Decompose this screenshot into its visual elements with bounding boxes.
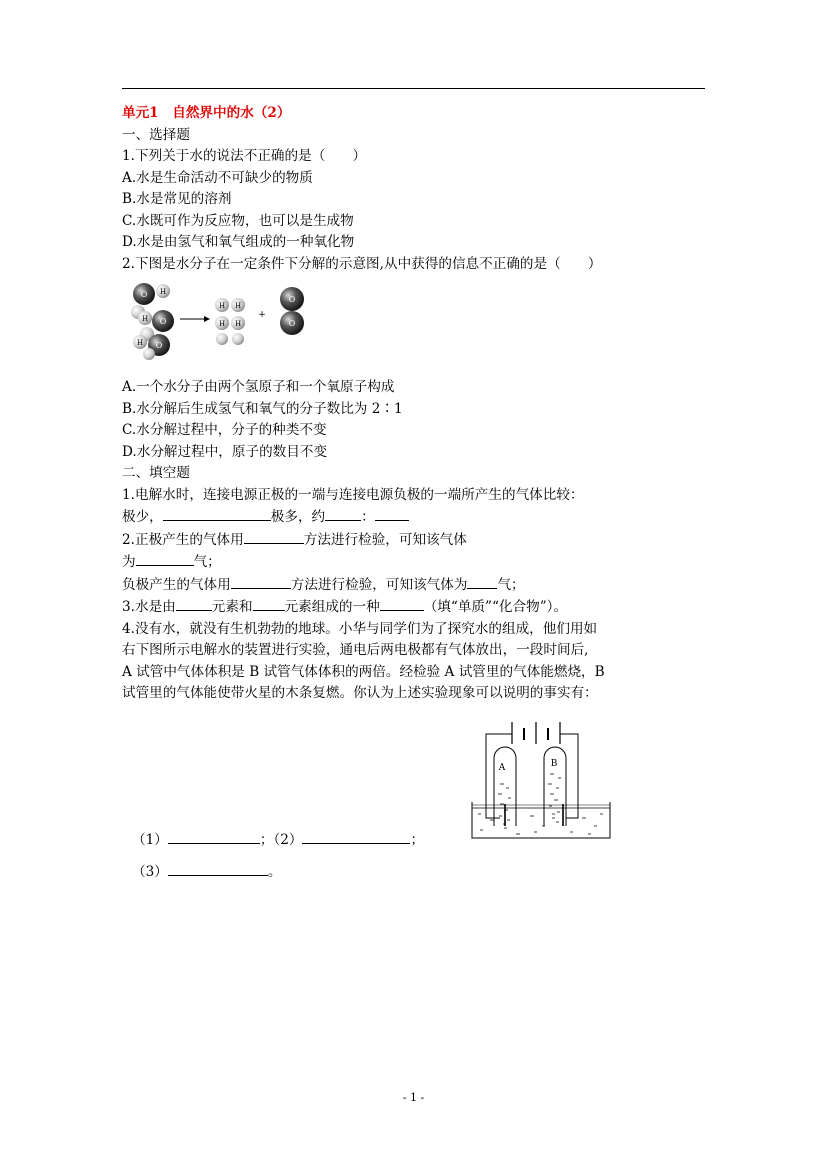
fill-3-blank-2[interactable] [253, 596, 285, 611]
atom-label-o: O [140, 290, 148, 299]
fill-3-text-a: 3.水是由 [122, 599, 176, 615]
atom-label-o: O [288, 319, 296, 328]
question-2-option-b: B.水分解后生成氢气和氧气的分子数比为 2∶1 [122, 400, 403, 417]
fill-1-text-a: 极少， [122, 509, 163, 525]
fill-2-line-2 [122, 551, 712, 574]
answer-3-end: 。 [267, 864, 282, 880]
reaction-arrow [180, 316, 210, 322]
fill-2-blank-2[interactable] [136, 551, 194, 566]
fill-2-line-3 [122, 574, 712, 597]
question-2-stem: 2.下图是水分子在一定条件下分解的示意图,从中获得的信息不正确的是（ ） [122, 255, 602, 272]
atom-label-o: O [155, 341, 163, 350]
answer-2-label: ；（2） [259, 832, 303, 848]
answer-line-2 [132, 860, 281, 880]
fill-2-blank-3[interactable] [231, 574, 291, 589]
question-2-option-d: D.水分解过程中，原子的数目不变 [122, 443, 328, 460]
fill-4-line-1: 4.没有水，就没有生机勃勃的地球。小华与同学们为了探究水的组成，他们用如 [122, 620, 598, 637]
fill-2-text-b: 方法进行检验，可知该气体 [303, 531, 467, 548]
fill-1-blank-1[interactable] [163, 506, 271, 521]
atom-label-h: H [159, 288, 167, 296]
answer-2-blank[interactable] [302, 829, 410, 844]
fill-4-line-4: 试管里的气体能使带火星的木条复燃。你认为上述实验现象可以说明的事实有： [122, 685, 598, 701]
atom-label-h: H [234, 302, 242, 310]
atom-label-h: H [218, 302, 226, 310]
battery-icon [512, 722, 560, 744]
test-tube-a [494, 747, 516, 826]
atom-label-h: H [218, 320, 226, 328]
fill-3-text-b: 元素和 [211, 599, 253, 615]
fill-3-blank-3[interactable] [380, 596, 424, 611]
fill-3-blank-1[interactable] [176, 596, 212, 611]
fill-1-text-c: ： [361, 509, 375, 525]
fill-3-text-c: 元素组成的一种 [284, 599, 380, 615]
page-number: - 1 - [402, 1091, 425, 1104]
fill-2-text-g: 气； [497, 576, 525, 593]
tube-a-label: A [498, 763, 506, 773]
electrolysis-apparatus-diagram [470, 718, 615, 846]
tube-b-label: B [550, 759, 558, 769]
fill-1-blank-3[interactable] [375, 506, 409, 521]
oxygen-molecule [280, 287, 304, 335]
fill-2-blank-1[interactable] [244, 529, 304, 544]
water-decomposition-diagram [122, 281, 712, 373]
section-heading-choice: 一、选择题 [122, 126, 190, 143]
atom-label-o: O [159, 317, 167, 326]
fill-1-blank-2[interactable] [325, 506, 361, 521]
fill-2-text-d: 气； [193, 554, 221, 570]
section-heading-fill: 二、填空题 [122, 465, 190, 481]
page-title: 单元1 自然界中的水（2） [122, 105, 291, 121]
answer-1-label: （1） [132, 832, 168, 848]
atom-label-o: O [288, 295, 296, 304]
answer-1-blank[interactable] [168, 829, 260, 844]
fill-4-line-2: 右下图所示电解水的装置进行实验，通电后两电极都有气体放出，一段时间后, [122, 642, 589, 658]
fill-1-text-b: 极多，约 [270, 509, 326, 525]
fill-2-blank-4[interactable] [467, 574, 497, 589]
fill-4-line-3: A 试管中气体体积是 B 试管气体体积的两倍。经检验 A 试管里的气体能燃烧，B [122, 663, 605, 680]
fill-3-text-d: （填“单质”“化合物”）。 [423, 599, 568, 615]
answer-3-blank[interactable] [168, 861, 268, 876]
water-molecule-3 [133, 334, 170, 360]
fill-2-text-f: 方法进行检验，可知该气体为 [290, 576, 468, 593]
header-rule [122, 88, 705, 89]
fill-1-line-2 [122, 506, 712, 529]
atom-label-h: H [234, 320, 242, 328]
question-1-option-c: C.水既可作为反应物，也可以是生成物 [122, 212, 354, 229]
fill-2-line-1 [122, 529, 712, 552]
atom-label-h: H [136, 339, 144, 347]
answer-3-label: （3） [132, 864, 168, 880]
fill-2-text-c: 为 [122, 554, 136, 570]
question-1-stem: 1.下列关于水的说法不正确的是（ ） [122, 148, 367, 164]
question-1-option-d: D.水是由氢气和氧气组成的一种氧化物 [122, 234, 355, 250]
fill-2-text-e: 负极产生的气体用 [122, 576, 231, 593]
answer-2-end: ； [410, 832, 425, 848]
fill-2-text-a: 2.正极产生的气体用 [122, 531, 244, 548]
molecule-svg [126, 281, 326, 373]
answer-line-1 [132, 828, 424, 848]
fill-3-line [122, 596, 712, 619]
question-2-option-a: A.一个水分子由两个氢原子和一个氧原子构成 [122, 379, 395, 395]
question-2-option-c: C.水分解过程中，分子的种类不变 [122, 422, 327, 438]
question-1-option-a: A.水是生命活动不可缺少的物质 [122, 169, 313, 186]
fill-1-line-1: 1.电解水时，连接电源正极的一端与连接电源负极的一端所产生的气体比较： [122, 486, 584, 503]
plus-sign: + [258, 310, 266, 320]
atom-label-h: H [141, 315, 149, 323]
question-1-option-b: B.水是常见的溶剂 [122, 191, 232, 207]
apparatus-svg [470, 718, 615, 842]
hydrogen-molecules [215, 298, 245, 345]
water-trough [472, 802, 610, 838]
document-body [122, 103, 712, 705]
